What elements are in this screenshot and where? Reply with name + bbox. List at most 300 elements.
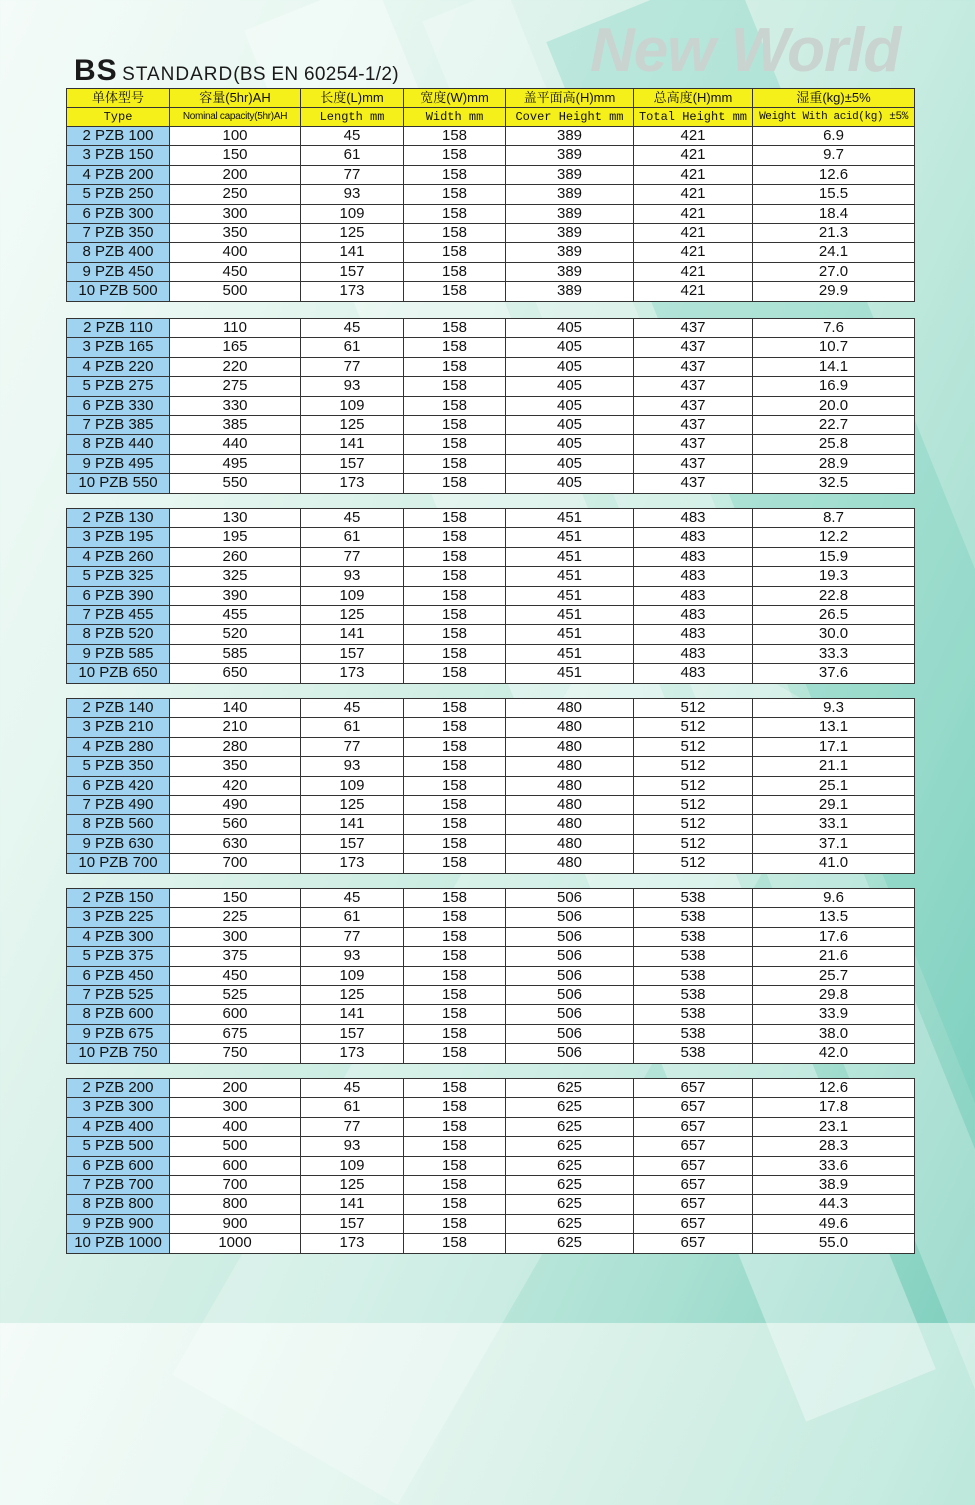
table-row — [67, 908, 915, 927]
value-cell: 220 — [170, 357, 301, 376]
value-cell: 300 — [170, 1098, 301, 1117]
value-cell: 28.3 — [753, 1137, 915, 1156]
value-cell: 389 — [506, 204, 634, 223]
type-cell: 3 PZB 195 — [67, 528, 170, 547]
type-cell: 2 PZB 110 — [67, 319, 170, 338]
value-cell: 150 — [170, 146, 301, 165]
value-cell: 22.7 — [753, 416, 915, 435]
value-cell: 157 — [301, 262, 404, 281]
table-row — [67, 567, 915, 586]
value-cell: 6.9 — [753, 127, 915, 146]
table-row — [67, 718, 915, 737]
value-cell: 538 — [634, 1024, 753, 1043]
value-cell: 61 — [301, 908, 404, 927]
value-cell: 158 — [404, 416, 506, 435]
value-cell: 125 — [301, 986, 404, 1005]
spec-table-group-5 — [66, 888, 915, 1064]
value-cell: 538 — [634, 908, 753, 927]
table-row — [67, 1195, 915, 1214]
value-cell: 29.1 — [753, 796, 915, 815]
value-cell: 28.9 — [753, 454, 915, 473]
value-cell: 158 — [404, 435, 506, 454]
value-cell: 1000 — [170, 1234, 301, 1253]
type-cell: 9 PZB 675 — [67, 1024, 170, 1043]
value-cell: 437 — [634, 396, 753, 415]
value-cell: 158 — [404, 625, 506, 644]
value-cell: 512 — [634, 757, 753, 776]
value-cell: 900 — [170, 1214, 301, 1233]
type-cell: 7 PZB 525 — [67, 986, 170, 1005]
table-row — [67, 1024, 915, 1043]
value-cell: 158 — [404, 699, 506, 718]
value-cell: 158 — [404, 396, 506, 415]
value-cell: 32.5 — [753, 474, 915, 493]
value-cell: 158 — [404, 224, 506, 243]
value-cell: 93 — [301, 757, 404, 776]
value-cell: 158 — [404, 146, 506, 165]
value-cell: 625 — [506, 1156, 634, 1175]
table-row — [67, 947, 915, 966]
value-cell: 451 — [506, 567, 634, 586]
value-cell: 483 — [634, 547, 753, 566]
table-row — [67, 1214, 915, 1233]
value-cell: 61 — [301, 528, 404, 547]
table-row — [67, 1117, 915, 1136]
type-cell: 10 PZB 1000 — [67, 1234, 170, 1253]
value-cell: 405 — [506, 454, 634, 473]
table-row — [67, 796, 915, 815]
value-cell: 350 — [170, 224, 301, 243]
value-cell: 538 — [634, 986, 753, 1005]
value-cell: 9.7 — [753, 146, 915, 165]
value-cell: 450 — [170, 262, 301, 281]
table-row — [67, 319, 915, 338]
value-cell: 22.8 — [753, 586, 915, 605]
value-cell: 110 — [170, 319, 301, 338]
value-cell: 405 — [506, 377, 634, 396]
spec-table-group-6 — [66, 1078, 915, 1254]
title-bs: BS — [74, 54, 118, 87]
value-cell: 29.8 — [753, 986, 915, 1005]
value-cell: 451 — [506, 606, 634, 625]
value-cell: 421 — [634, 204, 753, 223]
value-cell: 405 — [506, 416, 634, 435]
value-cell: 158 — [404, 1024, 506, 1043]
value-cell: 700 — [170, 1176, 301, 1195]
value-cell: 210 — [170, 718, 301, 737]
value-cell: 600 — [170, 1005, 301, 1024]
value-cell: 33.9 — [753, 1005, 915, 1024]
value-cell: 625 — [506, 1079, 634, 1098]
value-cell: 158 — [404, 204, 506, 223]
value-cell: 500 — [170, 1137, 301, 1156]
value-cell: 33.3 — [753, 644, 915, 663]
value-cell: 657 — [634, 1117, 753, 1136]
type-cell: 2 PZB 140 — [67, 699, 170, 718]
value-cell: 15.5 — [753, 185, 915, 204]
value-cell: 421 — [634, 243, 753, 262]
value-cell: 389 — [506, 243, 634, 262]
value-cell: 12.6 — [753, 165, 915, 184]
value-cell: 158 — [404, 357, 506, 376]
value-cell: 158 — [404, 509, 506, 528]
table-row — [67, 416, 915, 435]
spec-table-group-2 — [66, 318, 915, 494]
value-cell: 158 — [404, 834, 506, 853]
value-cell: 61 — [301, 718, 404, 737]
value-cell: 45 — [301, 889, 404, 908]
value-cell: 158 — [404, 165, 506, 184]
type-cell: 5 PZB 325 — [67, 567, 170, 586]
value-cell: 420 — [170, 776, 301, 795]
value-cell: 7.6 — [753, 319, 915, 338]
table-row — [67, 1156, 915, 1175]
value-cell: 100 — [170, 127, 301, 146]
type-cell: 7 PZB 455 — [67, 606, 170, 625]
value-cell: 657 — [634, 1098, 753, 1117]
value-cell: 538 — [634, 1044, 753, 1063]
value-cell: 389 — [506, 262, 634, 281]
table-row — [67, 509, 915, 528]
page-title — [74, 56, 399, 86]
value-cell: 37.6 — [753, 664, 915, 683]
value-cell: 158 — [404, 815, 506, 834]
value-cell: 538 — [634, 889, 753, 908]
spec-table-group-3 — [66, 508, 915, 684]
value-cell: 389 — [506, 127, 634, 146]
value-cell: 77 — [301, 1117, 404, 1136]
value-cell: 560 — [170, 815, 301, 834]
value-cell: 45 — [301, 509, 404, 528]
type-cell: 8 PZB 800 — [67, 1195, 170, 1214]
type-cell: 7 PZB 385 — [67, 416, 170, 435]
value-cell: 158 — [404, 528, 506, 547]
value-cell: 525 — [170, 986, 301, 1005]
value-cell: 512 — [634, 815, 753, 834]
table-row — [67, 204, 915, 223]
value-cell: 158 — [404, 474, 506, 493]
value-cell: 158 — [404, 1137, 506, 1156]
type-cell: 4 PZB 220 — [67, 357, 170, 376]
type-cell: 2 PZB 130 — [67, 509, 170, 528]
value-cell: 390 — [170, 586, 301, 605]
value-cell: 437 — [634, 377, 753, 396]
value-cell: 12.6 — [753, 1079, 915, 1098]
value-cell: 375 — [170, 947, 301, 966]
type-cell: 9 PZB 630 — [67, 834, 170, 853]
value-cell: 657 — [634, 1156, 753, 1175]
value-cell: 17.8 — [753, 1098, 915, 1117]
column-header-cn: 总高度(H)mm — [634, 89, 753, 108]
value-cell: 41.0 — [753, 854, 915, 873]
value-cell: 585 — [170, 644, 301, 663]
value-cell: 437 — [634, 474, 753, 493]
value-cell: 158 — [404, 1005, 506, 1024]
table-row — [67, 625, 915, 644]
value-cell: 506 — [506, 986, 634, 1005]
column-header-en: Type — [67, 108, 170, 127]
value-cell: 158 — [404, 908, 506, 927]
value-cell: 480 — [506, 699, 634, 718]
value-cell: 275 — [170, 377, 301, 396]
value-cell: 109 — [301, 204, 404, 223]
value-cell: 451 — [506, 625, 634, 644]
type-cell: 5 PZB 375 — [67, 947, 170, 966]
value-cell: 158 — [404, 606, 506, 625]
value-cell: 389 — [506, 282, 634, 301]
value-cell: 158 — [404, 1234, 506, 1253]
value-cell: 109 — [301, 966, 404, 985]
value-cell: 538 — [634, 1005, 753, 1024]
value-cell: 158 — [404, 1214, 506, 1233]
table-row — [67, 927, 915, 946]
type-cell: 9 PZB 585 — [67, 644, 170, 663]
table-row — [67, 834, 915, 853]
value-cell: 800 — [170, 1195, 301, 1214]
type-cell: 2 PZB 200 — [67, 1079, 170, 1098]
value-cell: 480 — [506, 757, 634, 776]
value-cell: 506 — [506, 889, 634, 908]
value-cell: 405 — [506, 435, 634, 454]
value-cell: 260 — [170, 547, 301, 566]
value-cell: 13.1 — [753, 718, 915, 737]
value-cell: 158 — [404, 986, 506, 1005]
type-cell: 9 PZB 450 — [67, 262, 170, 281]
value-cell: 325 — [170, 567, 301, 586]
value-cell: 495 — [170, 454, 301, 473]
table-row — [67, 606, 915, 625]
value-cell: 650 — [170, 664, 301, 683]
type-cell: 10 PZB 650 — [67, 664, 170, 683]
table-row — [67, 1044, 915, 1063]
type-cell: 4 PZB 400 — [67, 1117, 170, 1136]
table-row — [67, 377, 915, 396]
type-cell: 4 PZB 280 — [67, 737, 170, 756]
value-cell: 27.0 — [753, 262, 915, 281]
value-cell: 109 — [301, 586, 404, 605]
value-cell: 506 — [506, 908, 634, 927]
type-cell: 8 PZB 520 — [67, 625, 170, 644]
value-cell: 25.8 — [753, 435, 915, 454]
value-cell: 490 — [170, 796, 301, 815]
value-cell: 421 — [634, 282, 753, 301]
value-cell: 405 — [506, 338, 634, 357]
value-cell: 225 — [170, 908, 301, 927]
type-cell: 5 PZB 250 — [67, 185, 170, 204]
value-cell: 512 — [634, 834, 753, 853]
value-cell: 437 — [634, 357, 753, 376]
value-cell: 483 — [634, 528, 753, 547]
value-cell: 630 — [170, 834, 301, 853]
value-cell: 13.5 — [753, 908, 915, 927]
title-spec: (BS EN 60254-1/2) — [233, 64, 399, 85]
value-cell: 173 — [301, 854, 404, 873]
type-cell: 9 PZB 495 — [67, 454, 170, 473]
value-cell: 141 — [301, 815, 404, 834]
value-cell: 45 — [301, 319, 404, 338]
value-cell: 26.5 — [753, 606, 915, 625]
table-row — [67, 1176, 915, 1195]
value-cell: 158 — [404, 1176, 506, 1195]
value-cell: 158 — [404, 644, 506, 663]
value-cell: 30.0 — [753, 625, 915, 644]
value-cell: 625 — [506, 1137, 634, 1156]
spec-table-group-4 — [66, 698, 915, 874]
value-cell: 45 — [301, 699, 404, 718]
type-cell: 5 PZB 350 — [67, 757, 170, 776]
value-cell: 300 — [170, 927, 301, 946]
value-cell: 141 — [301, 435, 404, 454]
value-cell: 421 — [634, 127, 753, 146]
value-cell: 9.3 — [753, 699, 915, 718]
value-cell: 657 — [634, 1137, 753, 1156]
value-cell: 158 — [404, 1044, 506, 1063]
value-cell: 33.1 — [753, 815, 915, 834]
value-cell: 330 — [170, 396, 301, 415]
table-row — [67, 547, 915, 566]
type-cell: 10 PZB 500 — [67, 282, 170, 301]
table-row — [67, 1098, 915, 1117]
value-cell: 9.6 — [753, 889, 915, 908]
value-cell: 33.6 — [753, 1156, 915, 1175]
value-cell: 483 — [634, 664, 753, 683]
value-cell: 158 — [404, 127, 506, 146]
value-cell: 480 — [506, 737, 634, 756]
value-cell: 483 — [634, 586, 753, 605]
type-cell: 7 PZB 490 — [67, 796, 170, 815]
value-cell: 451 — [506, 528, 634, 547]
value-cell: 158 — [404, 927, 506, 946]
value-cell: 150 — [170, 889, 301, 908]
value-cell: 512 — [634, 854, 753, 873]
value-cell: 45 — [301, 127, 404, 146]
type-cell: 3 PZB 225 — [67, 908, 170, 927]
table-row — [67, 185, 915, 204]
value-cell: 158 — [404, 338, 506, 357]
value-cell: 506 — [506, 947, 634, 966]
type-cell: 6 PZB 420 — [67, 776, 170, 795]
column-header-cn: 单体型号 — [67, 89, 170, 108]
value-cell: 125 — [301, 1176, 404, 1195]
value-cell: 158 — [404, 776, 506, 795]
value-cell: 158 — [404, 718, 506, 737]
value-cell: 93 — [301, 567, 404, 586]
value-cell: 455 — [170, 606, 301, 625]
type-cell: 6 PZB 450 — [67, 966, 170, 985]
value-cell: 389 — [506, 224, 634, 243]
value-cell: 512 — [634, 699, 753, 718]
value-cell: 437 — [634, 338, 753, 357]
value-cell: 520 — [170, 625, 301, 644]
value-cell: 350 — [170, 757, 301, 776]
value-cell: 125 — [301, 416, 404, 435]
value-cell: 20.0 — [753, 396, 915, 415]
value-cell: 157 — [301, 1214, 404, 1233]
value-cell: 480 — [506, 815, 634, 834]
value-cell: 506 — [506, 927, 634, 946]
value-cell: 21.3 — [753, 224, 915, 243]
value-cell: 165 — [170, 338, 301, 357]
value-cell: 389 — [506, 165, 634, 184]
table-row — [67, 282, 915, 301]
value-cell: 625 — [506, 1195, 634, 1214]
value-cell: 45 — [301, 1079, 404, 1098]
value-cell: 483 — [634, 567, 753, 586]
value-cell: 16.9 — [753, 377, 915, 396]
value-cell: 421 — [634, 146, 753, 165]
value-cell: 506 — [506, 966, 634, 985]
value-cell: 200 — [170, 165, 301, 184]
value-cell: 625 — [506, 1117, 634, 1136]
value-cell: 405 — [506, 319, 634, 338]
table-row — [67, 699, 915, 718]
type-cell: 7 PZB 350 — [67, 224, 170, 243]
value-cell: 675 — [170, 1024, 301, 1043]
value-cell: 538 — [634, 947, 753, 966]
value-cell: 173 — [301, 282, 404, 301]
value-cell: 158 — [404, 757, 506, 776]
column-header-en: Length mm — [301, 108, 404, 127]
value-cell: 93 — [301, 185, 404, 204]
value-cell: 158 — [404, 282, 506, 301]
value-cell: 18.4 — [753, 204, 915, 223]
value-cell: 141 — [301, 243, 404, 262]
value-cell: 750 — [170, 1044, 301, 1063]
value-cell: 158 — [404, 1117, 506, 1136]
table-row — [67, 262, 915, 281]
table-row — [67, 1234, 915, 1253]
value-cell: 512 — [634, 796, 753, 815]
value-cell: 657 — [634, 1234, 753, 1253]
value-cell: 451 — [506, 509, 634, 528]
table-row — [67, 338, 915, 357]
value-cell: 157 — [301, 834, 404, 853]
title-standard: STANDARD — [122, 64, 234, 85]
value-cell: 483 — [634, 625, 753, 644]
value-cell: 483 — [634, 644, 753, 663]
value-cell: 140 — [170, 699, 301, 718]
table-row — [67, 357, 915, 376]
value-cell: 38.9 — [753, 1176, 915, 1195]
table-row — [67, 1079, 915, 1098]
value-cell: 158 — [404, 1156, 506, 1175]
value-cell: 12.2 — [753, 528, 915, 547]
value-cell: 421 — [634, 224, 753, 243]
table-row — [67, 243, 915, 262]
value-cell: 125 — [301, 606, 404, 625]
value-cell: 158 — [404, 947, 506, 966]
value-cell: 158 — [404, 243, 506, 262]
type-cell: 3 PZB 210 — [67, 718, 170, 737]
type-cell: 8 PZB 400 — [67, 243, 170, 262]
header-row-en — [67, 108, 915, 127]
value-cell: 38.0 — [753, 1024, 915, 1043]
value-cell: 141 — [301, 625, 404, 644]
table-row — [67, 664, 915, 683]
value-cell: 480 — [506, 854, 634, 873]
value-cell: 158 — [404, 889, 506, 908]
type-cell: 3 PZB 165 — [67, 338, 170, 357]
value-cell: 421 — [634, 185, 753, 204]
column-header-cn: 宽度(W)mm — [404, 89, 506, 108]
value-cell: 158 — [404, 377, 506, 396]
column-header-cn: 容量(5hr)AH — [170, 89, 301, 108]
table-row — [67, 966, 915, 985]
type-cell: 3 PZB 150 — [67, 146, 170, 165]
value-cell: 109 — [301, 776, 404, 795]
value-cell: 280 — [170, 737, 301, 756]
value-cell: 61 — [301, 146, 404, 165]
